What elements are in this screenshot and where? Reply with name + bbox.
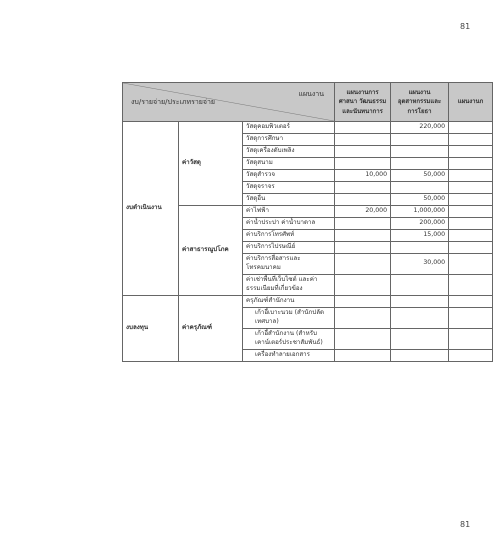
- value-col2: [391, 274, 449, 295]
- value-col3: [449, 229, 493, 241]
- group-utilities: ค่าสาธารณูปโภค: [179, 205, 243, 295]
- group-equipment: ค่าครุภัณฑ์: [179, 295, 243, 361]
- value-col2: [391, 157, 449, 169]
- group-investment: งบลงทุน: [123, 295, 179, 361]
- value-col2: [391, 307, 449, 328]
- value-col3: [449, 122, 493, 134]
- value-col2: 30,000: [391, 253, 449, 274]
- value-col1: [335, 328, 391, 349]
- value-col1: [335, 133, 391, 145]
- group-materials: ค่าวัสดุ: [179, 122, 243, 206]
- page-number-top: 81: [460, 22, 471, 31]
- item-label: วัสดุสนาม: [243, 157, 335, 169]
- value-col1: [335, 274, 391, 295]
- item-label: ค่าไฟฟ้า: [243, 205, 335, 217]
- header-col-next: แผนงานก: [449, 83, 493, 122]
- header-col-religion: แผนงานการศาสนา วัฒนธรรม และนันทนาการ: [335, 83, 391, 122]
- value-col2: [391, 145, 449, 157]
- value-col2: [391, 295, 449, 307]
- value-col3: [449, 274, 493, 295]
- item-label: ค่าน้ำประปา ค่าน้ำบาดาล: [243, 217, 335, 229]
- item-label: วัสดุอื่น: [243, 193, 335, 205]
- item-label: เก้าอี้สำนักงาน (สำหรับเคาน์เตอร์ประชาสัมพันธ์): [243, 328, 335, 349]
- value-col2: [391, 349, 449, 361]
- value-col2: 15,000: [391, 229, 449, 241]
- value-col3: [449, 307, 493, 328]
- item-label: วัสดุการศึกษา: [243, 133, 335, 145]
- item-label: วัสดุจราจร: [243, 181, 335, 193]
- item-label: วัสดุคอมพิวเตอร์: [243, 122, 335, 134]
- item-label: วัสดุสำรวจ: [243, 169, 335, 181]
- value-col3: [449, 193, 493, 205]
- item-label: เก้าอี้เบาะนวม (สำนักปลัดเทศบาล): [243, 307, 335, 328]
- value-col1: 10,000: [335, 169, 391, 181]
- value-col1: [335, 181, 391, 193]
- value-col3: [449, 169, 493, 181]
- item-label: ค่าบริการไปรษณีย์: [243, 241, 335, 253]
- item-label: ค่าบริการโทรศัพท์: [243, 229, 335, 241]
- value-col2: [391, 181, 449, 193]
- value-col3: [449, 181, 493, 193]
- header-col-industry: แผนงาน อุตสาหกรรมและการโยธา: [391, 83, 449, 122]
- value-col1: [335, 253, 391, 274]
- header-plan-label: แผนงาน: [298, 90, 325, 98]
- value-col2: [391, 241, 449, 253]
- value-col3: [449, 349, 493, 361]
- value-col2: [391, 133, 449, 145]
- value-col1: [335, 193, 391, 205]
- value-col1: [335, 295, 391, 307]
- table-header-row: [123, 83, 493, 122]
- value-col1: [335, 229, 391, 241]
- value-col1: [335, 145, 391, 157]
- header-category-label: งบ/รายจ่าย/ประเภทรายจ่าย: [131, 97, 216, 106]
- value-col3: [449, 157, 493, 169]
- value-col1: [335, 241, 391, 253]
- page-number-bottom: 81: [460, 520, 471, 529]
- value-col1: [335, 157, 391, 169]
- value-col1: [335, 122, 391, 134]
- budget-table-container: [122, 82, 492, 504]
- table-row: [123, 295, 493, 307]
- value-col2: 220,000: [391, 122, 449, 134]
- value-col3: [449, 145, 493, 157]
- value-col1: [335, 349, 391, 361]
- group-operating: งบดำเนินงาน: [123, 122, 179, 296]
- table-row: [123, 122, 493, 134]
- value-col3: [449, 205, 493, 217]
- value-col2: 50,000: [391, 169, 449, 181]
- item-label: ครุภัณฑ์สำนักงาน: [243, 295, 335, 307]
- value-col3: [449, 217, 493, 229]
- value-col1: [335, 307, 391, 328]
- item-label: ค่าบริการสื่อสารและโทรคมนาคม: [243, 253, 335, 274]
- value-col3: [449, 295, 493, 307]
- value-col3: [449, 328, 493, 349]
- value-col3: [449, 133, 493, 145]
- budget-table: [122, 82, 493, 362]
- header-category-cell: [123, 83, 335, 122]
- item-label: เครื่องทำลายเอกสาร: [243, 349, 335, 361]
- value-col3: [449, 253, 493, 274]
- value-col1: [335, 217, 391, 229]
- table-row: [123, 205, 493, 217]
- item-label: ค่าเช่าพื้นที่เว็บไซต์ และค่าธรรมเนียมที่เกี่ยวข้อง: [243, 274, 335, 295]
- value-col2: 50,000: [391, 193, 449, 205]
- value-col2: 200,000: [391, 217, 449, 229]
- value-col3: [449, 241, 493, 253]
- value-col1: 20,000: [335, 205, 391, 217]
- value-col2: [391, 328, 449, 349]
- value-col2: 1,000,000: [391, 205, 449, 217]
- item-label: วัสดุเครื่องดับเพลิง: [243, 145, 335, 157]
